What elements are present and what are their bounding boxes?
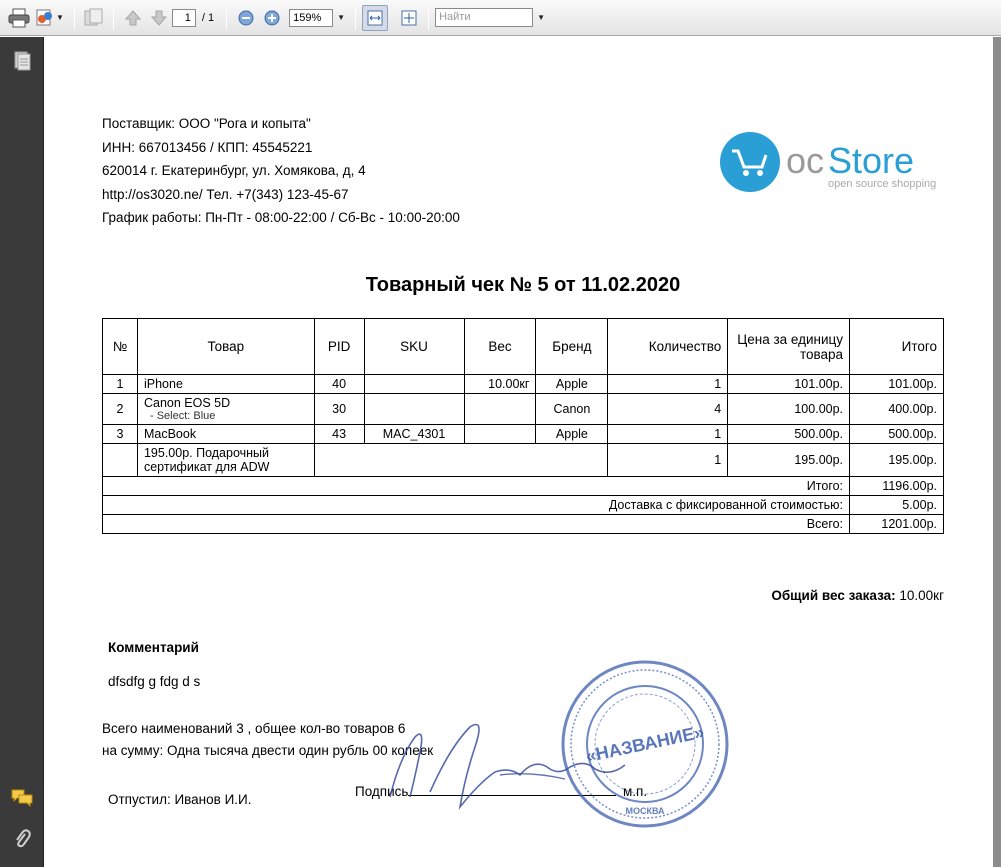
cell-voucher-total: 195.00р. [850, 444, 944, 477]
grand-total-value: 1201.00р. [850, 515, 944, 534]
share-icon[interactable] [32, 5, 58, 31]
logo-tagline: open source shopping [828, 178, 937, 190]
cell-voucher-name: 195.00р. Подарочный сертификат для ADW [137, 444, 314, 477]
comment-text: dfsdfg g fdg d s [108, 674, 201, 689]
cell-weight [464, 394, 536, 425]
shipping-value: 5.00р. [850, 496, 944, 515]
cell-product: MacBook [137, 425, 314, 444]
ocstore-logo [718, 127, 958, 197]
cell-unit-price: 500.00р. [728, 425, 850, 444]
cell-pid: 40 [314, 375, 364, 394]
pages-icon[interactable] [81, 5, 107, 31]
next-page-icon[interactable] [146, 5, 172, 31]
table-row [103, 425, 944, 444]
supplier-address: 620014 г. Екатеринбург, ул. Хомякова, д, 4 [102, 163, 366, 178]
product-option: - Select: Blue [149, 410, 216, 422]
print-icon[interactable] [6, 5, 32, 31]
product-name: Canon EOS 5D [143, 396, 231, 410]
cell-total: 400.00р. [850, 394, 944, 425]
order-weight-value: 10.00кг [899, 588, 944, 603]
pages-panel-icon[interactable] [10, 49, 34, 73]
handwritten-signature [370, 697, 660, 817]
cell-brand: Apple [536, 425, 608, 444]
shipping-label: Доставка с фиксированной стоимостью: [103, 496, 850, 515]
comment-heading: Комментарий [108, 640, 199, 655]
cell-weight: 10.00кг [464, 375, 536, 394]
supplier-name: Поставщик: ООО "Рога и копыта" [102, 116, 311, 131]
stamp-place-label: м.п. [623, 784, 648, 799]
cell-sku [364, 394, 464, 425]
toolbar-separator [113, 6, 114, 30]
cell-quantity: 1 [608, 425, 728, 444]
toolbar-separator [226, 6, 227, 30]
cell-voucher-quantity: 1 [608, 444, 728, 477]
header-total: Итого [850, 319, 944, 375]
zoom-input[interactable]: 159% [289, 9, 333, 27]
cell-product: iPhone [137, 375, 314, 394]
stamp-city-text: МОСКВА [625, 806, 665, 816]
toolbar [0, 0, 1001, 36]
pdf-page [45, 37, 1001, 867]
zoom-out-icon[interactable] [233, 5, 259, 31]
cell-num-empty [103, 444, 138, 477]
zoom-in-icon[interactable] [259, 5, 285, 31]
table-header [103, 319, 944, 375]
table-row [103, 375, 944, 394]
cell-num: 1 [103, 375, 138, 394]
cell-num: 2 [103, 394, 138, 425]
cell-unit-price: 100.00р. [728, 394, 850, 425]
logo-text-b: Store [828, 140, 915, 181]
fit-width-icon[interactable] [362, 5, 388, 31]
header-num: № [103, 319, 138, 375]
cell-quantity: 1 [608, 375, 728, 394]
attachments-icon[interactable] [10, 827, 34, 851]
toolbar-separator [428, 6, 429, 30]
cell-num: 3 [103, 425, 138, 444]
totals-row-shipping [103, 496, 944, 515]
order-weight [102, 588, 944, 603]
summary-amount-words: на сумму: Одна тысяча двести один рубль 00 копеек [102, 743, 434, 758]
header-pid: PID [314, 319, 364, 375]
cell-unit-price: 101.00р. [728, 375, 850, 394]
signature-label: Подпись [355, 784, 409, 799]
voucher-row [103, 444, 944, 477]
page-gutter [993, 37, 1001, 867]
invoice-table [102, 318, 944, 534]
subtotal-value: 1196.00р. [850, 477, 944, 496]
cell-sku: MAC_4301 [364, 425, 464, 444]
cell-total: 500.00р. [850, 425, 944, 444]
sidebar [0, 37, 44, 867]
table-row [103, 394, 944, 425]
cell-brand: Canon [536, 394, 608, 425]
zoom-dropdown-icon[interactable]: ▼ [337, 13, 346, 22]
stamp-center-text: «НАЗВАНИЕ» [584, 721, 706, 767]
cell-pid: 43 [314, 425, 364, 444]
header-weight: Вес [464, 319, 536, 375]
supplier-info [102, 112, 460, 230]
totals-row-subtotal [103, 477, 944, 496]
comments-icon[interactable] [10, 786, 34, 810]
cell-pid: 30 [314, 394, 364, 425]
cell-quantity: 4 [608, 394, 728, 425]
page-total: / 1 [201, 11, 215, 24]
fit-page-icon[interactable] [396, 5, 422, 31]
cell-voucher-price: 195.00р. [728, 444, 850, 477]
logo-text-a: oc [786, 140, 825, 181]
prev-page-icon[interactable] [120, 5, 146, 31]
cell-product [137, 394, 314, 425]
header-product: Товар [137, 319, 314, 375]
toolbar-separator [355, 6, 356, 30]
summary-items: Всего наименований 3 , общее кол-во товаров 6 [102, 721, 406, 736]
order-weight-label: Общий вес заказа: [771, 588, 896, 603]
search-dropdown-icon[interactable]: ▼ [537, 13, 545, 22]
supplier-contact: http://os3020.ne/ Тел. +7(343) 123-45-67 [102, 186, 349, 202]
subtotal-label: Итого: [103, 477, 850, 496]
grand-total-label: Всего: [103, 515, 850, 534]
cell-brand: Apple [536, 375, 608, 394]
cell-voucher-empty [314, 444, 608, 477]
cell-weight [464, 425, 536, 444]
document-title: Товарный чек № 5 от 11.02.2020 [365, 274, 681, 296]
toolbar-separator [74, 6, 75, 30]
totals-row-grand [103, 515, 944, 534]
header-quantity: Количество [608, 319, 728, 375]
supplier-hours: График работы: Пн-Пт - 08:00-22:00 / Сб-Вс - 10:00-20:00 [102, 210, 460, 225]
header-sku: SKU [364, 319, 464, 375]
supplier-inn: ИНН: 667013456 / КПП: 45545221 [102, 139, 313, 155]
share-dropdown-icon[interactable]: ▼ [56, 13, 64, 22]
header-unit-price: Цена за единицу товара [728, 319, 850, 375]
search-input[interactable]: Найти [435, 8, 533, 27]
cell-sku [364, 375, 464, 394]
released-by: Отпустил: Иванов И.И. [108, 792, 252, 807]
cell-total: 101.00р. [850, 375, 944, 394]
page-number-input[interactable]: 1 [172, 9, 196, 27]
header-brand: Бренд [536, 319, 608, 375]
